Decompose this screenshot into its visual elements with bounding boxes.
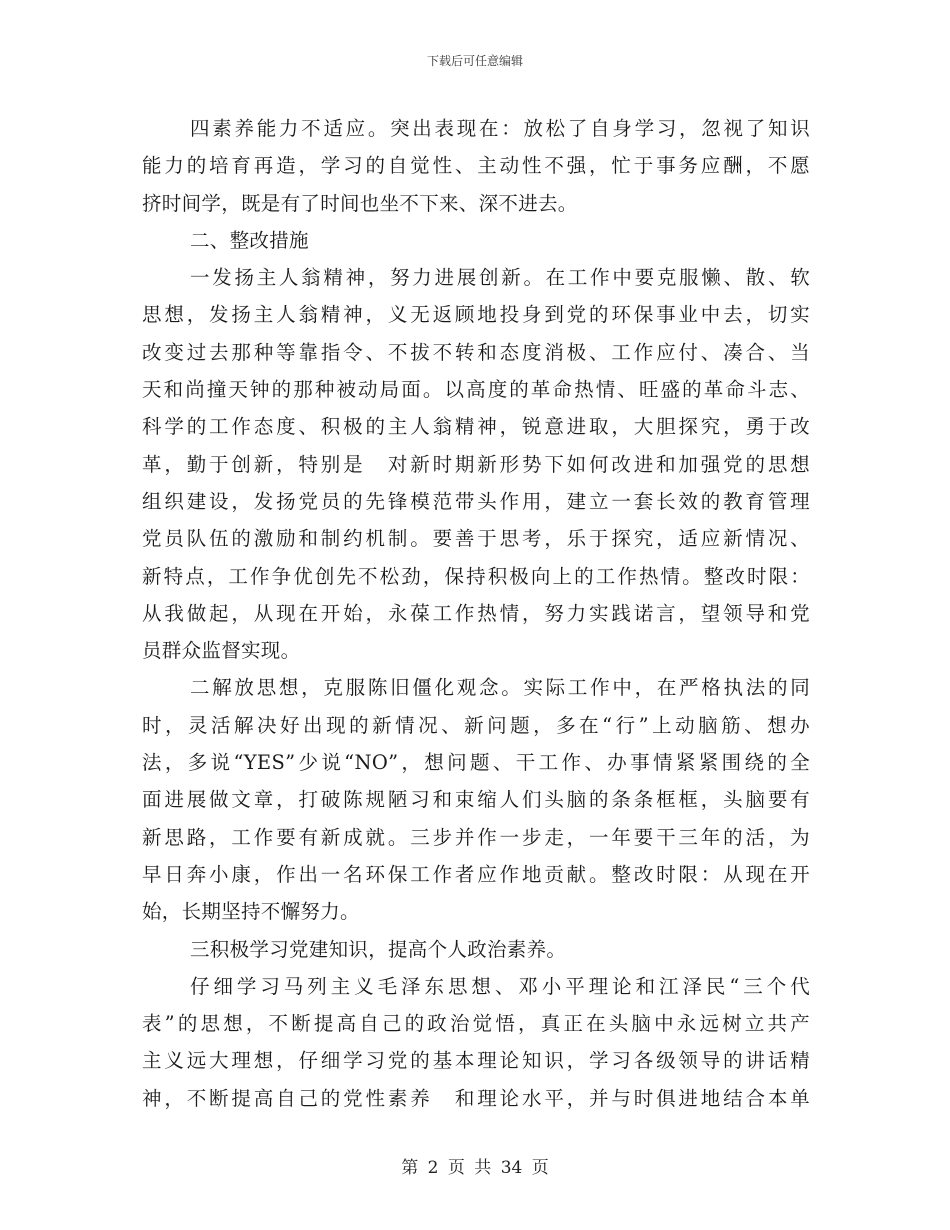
text-line: 时，灵活解决好出现的新情况、新问题，多在“行”上动脑筋、想办 [142,713,810,737]
page-header: 下载后可任意编辑 [426,54,523,68]
text-line: 革，勤于创新，特别是 对新时期新形势下如何改进和加强党的思想 [142,452,810,476]
text-line: 二解放思想，克服陈旧僵化观念。实际工作中，在严格执法的同 [190,676,810,700]
text-line: 员群众监督实现。 [142,639,301,663]
document-body [142,110,810,1117]
text-line: 表”的思想，不断提高自己的政治觉悟，真正在头脑中永远树立共产 [142,1012,810,1036]
text-line: 面进展做文章，打破陈规陋习和束缩人们头脑的条条框框，头脑要有 [142,788,810,812]
text-line: 组织建设，发扬党员的先锋模范带头作用，建立一套长效的教育管理 [142,489,810,513]
text-line: 四素养能力不适应。突出表现在：放松了自身学习，忽视了知识 [190,117,810,140]
page-number-footer: 第 2 页 共 34 页 [401,1158,549,1178]
text-line: 挤时间学，既是有了时间也坐不下来、深不进去。 [142,191,578,215]
text-line: 仔细学习马列主义毛泽东思想、邓小平理论和江泽民“三个代 [190,974,810,998]
text-line: 思想，发扬主人翁精神，义无返顾地投身到党的环保事业中去，切实 [142,303,810,327]
text-line: 三积极学习党建知识，提高个人政治素养。 [190,937,567,961]
text-line: 早日奔小康，作出一名环保工作者应作地贡献。整改时限：从现在开 [142,862,810,886]
text-line: 新思路，工作要有新成就。三步并作一步走，一年要干三年的活，为 [142,825,810,849]
text-line: 一发扬主人翁精神，努力进展创新。在工作中要克服懒、散、软 [190,266,810,290]
text-line: 法，多说“YES”少说“NO”，想问题、干工作、办事情紧紧围绕的全 [142,751,810,775]
text-line: 从我做起，从现在开始，永葆工作热情，努力实践诺言，望领导和党 [142,601,810,625]
text-line: 能力的培育再造，学习的自觉性、主动性不强，忙于事务应酬，不愿 [142,154,810,178]
text-line: 党员队伍的激励和制约机制。要善于思考，乐于探究，适应新情况、 [142,527,810,551]
text-line: 改变过去那种等靠指令、不拔不转和态度消极、工作应付、凑合、当 [142,340,810,364]
text-line: 科学的工作态度、积极的主人翁精神，锐意进取，大胆探究，勇于改 [142,415,810,439]
text-line: 始，长期坚持不懈努力。 [142,900,360,924]
text-line: 天和尚撞天钟的那种被动局面。以高度的革命热情、旺盛的革命斗志、 [142,378,810,402]
text-line: 主义远大理想，仔细学习党的基本理论知识，学习各级领导的讲话精 [142,1049,810,1073]
text-line: 二、整改措施 [190,228,309,252]
text-line: 新特点，工作争优创先不松劲，保持积极向上的工作热情。整改时限： [142,564,810,588]
text-line: 神，不断提高自己的党性素养 和理论水平，并与时俱进地结合本单 [142,1086,810,1110]
